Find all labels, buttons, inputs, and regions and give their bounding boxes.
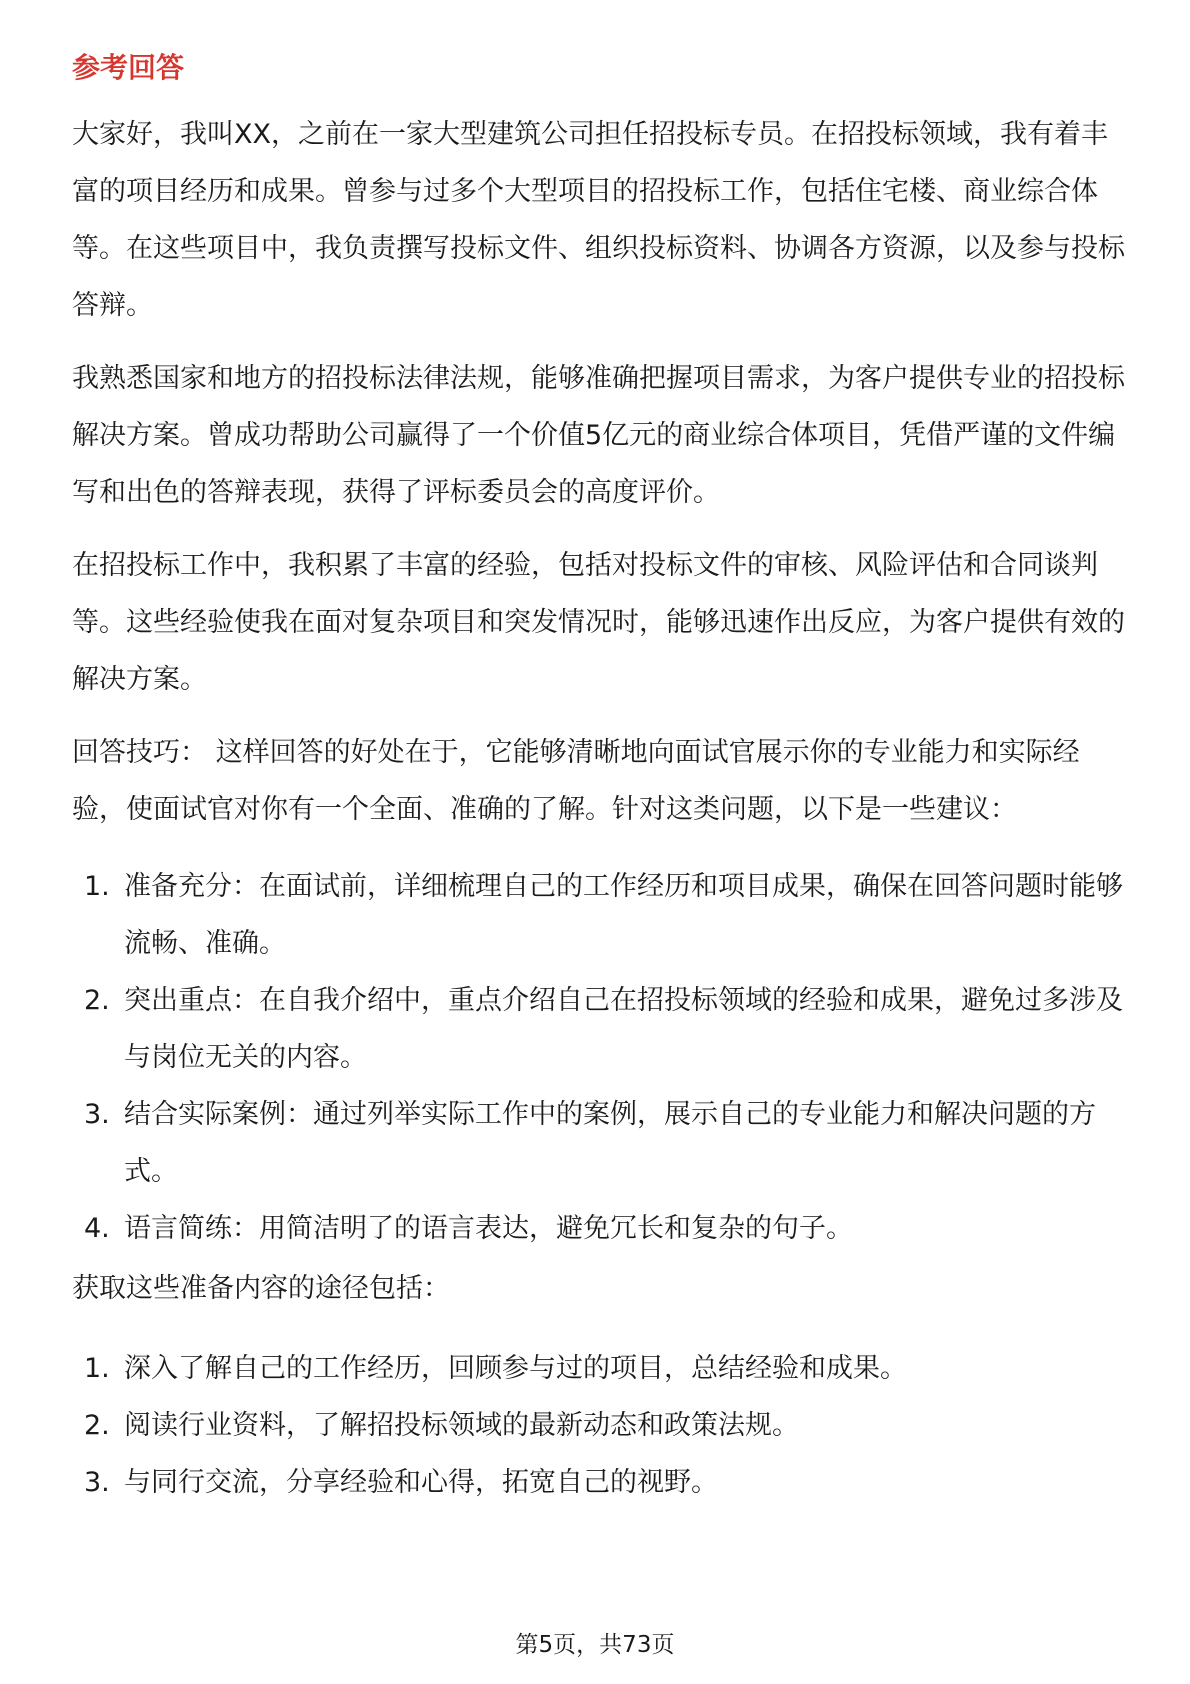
ways-list [72, 1340, 1132, 1511]
list-number: 1. [84, 871, 110, 902]
paragraph-expertise: 我熟悉国家和地方的招投标法律法规，能够准确把握项目需求，为客户提供专业的招投标解决方案。曾成功帮助公司赢得了一个价值5亿元的商业综合体项目，凭借严谨的文件编写和出色的答辩表现，获得了评标委员会的高度评价。 [72, 363, 1125, 508]
list-item [72, 972, 1132, 1086]
paragraph-intro: 大家好，我叫XX，之前在一家大型建筑公司担任招投标专员。在招投标领域，我有着丰富的项目经历和成果。曾参与过多个大型项目的招投标工作，包括住宅楼、商业综合体等。在这些项目中，我负责撰写投标文件、组织投标资料、协调各方资源，以及参与投标答辩。 [72, 119, 1125, 321]
list-text: 准备充分：在面试前，详细梳理自己的工作经历和项目成果，确保在回答问题时能够流畅、准确。 [124, 871, 1123, 959]
list-number: 3. [84, 1099, 110, 1130]
list-text: 突出重点：在自我介绍中，重点介绍自己在招投标领域的经验和成果，避免过多涉及与岗位无关的内容。 [124, 985, 1123, 1073]
list-text: 结合实际案例：通过列举实际工作中的案例，展示自己的专业能力和解决问题的方式。 [124, 1099, 1096, 1187]
list-number: 2. [84, 1410, 110, 1441]
paragraph-tips-intro: 回答技巧： 这样回答的好处在于，它能够清晰地向面试官展示你的专业能力和实际经验，使面试官对你有一个全面、准确的了解。针对这类问题，以下是一些建议： [72, 737, 1080, 825]
list-item [72, 1397, 1132, 1454]
list-number: 3. [84, 1467, 110, 1498]
page-footer: 第5页，共73页 [515, 1632, 675, 1658]
list-text: 与同行交流，分享经验和心得，拓宽自己的视野。 [124, 1467, 718, 1498]
paragraph-experience: 在招投标工作中，我积累了丰富的经验，包括对投标文件的审核、风险评估和合同谈判等。这些经验使我在面对复杂项目和突发情况时，能够迅速作出反应，为客户提供有效的解决方案。 [72, 550, 1125, 695]
list-number: 4. [84, 1213, 110, 1244]
list-item [72, 1454, 1132, 1511]
paragraph-ways-intro: 获取这些准备内容的途径包括： [72, 1273, 450, 1304]
tips-list [72, 858, 1132, 1257]
list-text: 深入了解自己的工作经历，回顾参与过的项目，总结经验和成果。 [124, 1353, 907, 1384]
list-item [72, 858, 1132, 972]
list-text: 语言简练：用简洁明了的语言表达，避免冗长和复杂的句子。 [124, 1213, 853, 1244]
list-item [72, 1340, 1132, 1397]
list-text: 阅读行业资料，了解招投标领域的最新动态和政策法规。 [124, 1410, 799, 1441]
list-number: 2. [84, 985, 110, 1016]
section-heading: 参考回答 [72, 51, 185, 84]
list-number: 1. [84, 1353, 110, 1384]
list-item [72, 1200, 1132, 1257]
list-item [72, 1086, 1132, 1200]
